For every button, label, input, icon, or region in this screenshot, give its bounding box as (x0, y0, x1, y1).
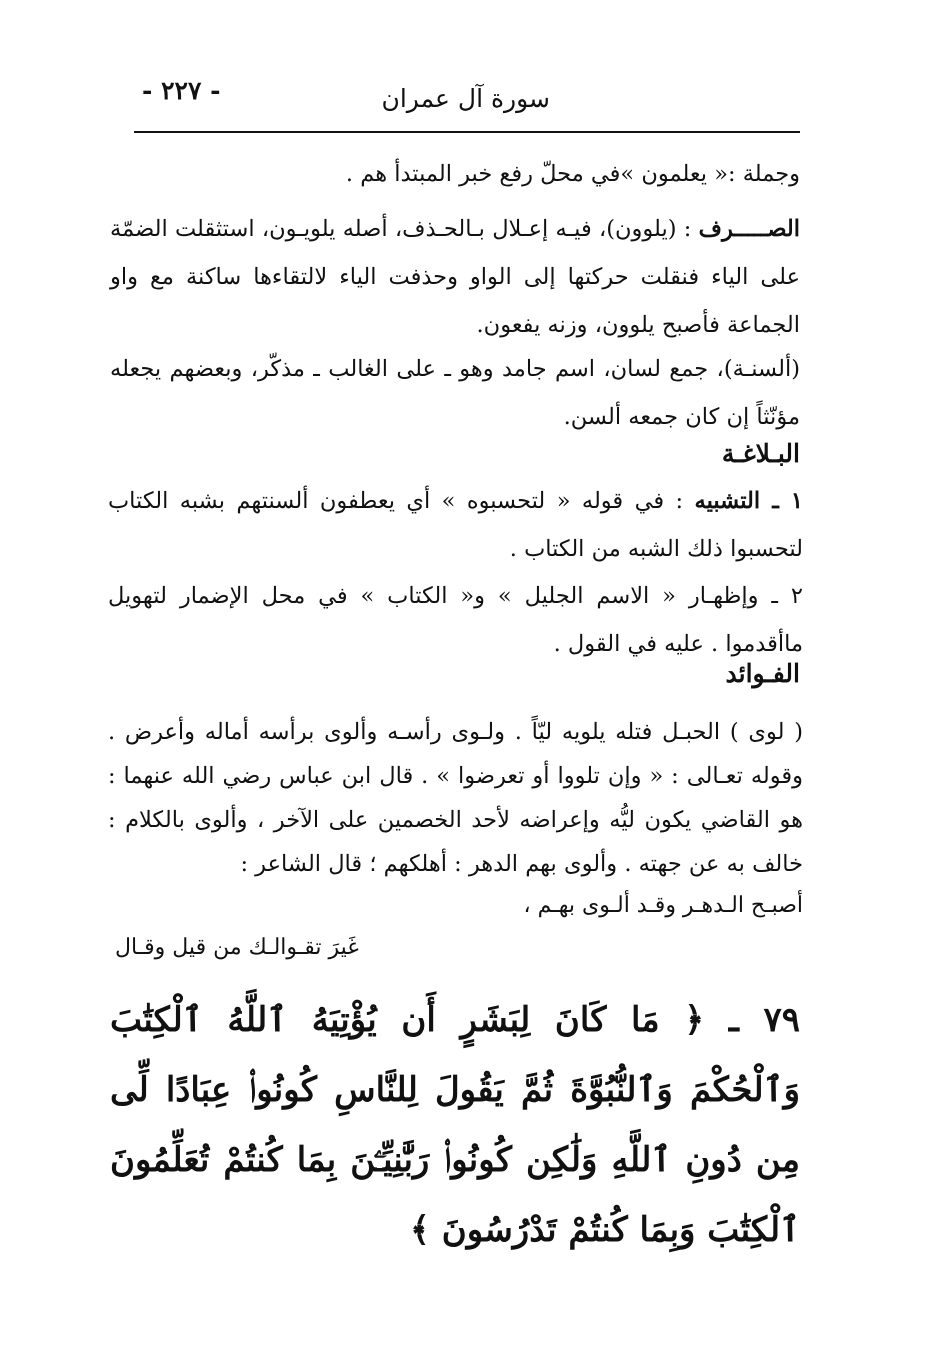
page-title: سورة آل عمران (381, 84, 550, 113)
poem-block (115, 928, 755, 968)
balagha-item-2-text: ٢ ـ وإظهـار « الاسم الجليل » و« الكتاب » في محل الإضمار لتهويل ماأقدموا . عليه في القول . (108, 583, 803, 657)
fawaid-heading: الفـوائد (725, 659, 800, 688)
sarf-label: الصـــــرف (698, 216, 800, 242)
alsina-section (110, 345, 800, 441)
alsina-paragraph: (ألسنـة)، جمع لسان، اسم جامد وهو ـ على الغالب ـ مذكّر، وبعضهم يجعله مؤنّثاً إن كان جمعه ألسن. (110, 356, 800, 430)
header-rule (134, 131, 800, 133)
sarf-text: : (يلوون)، فيـه إعـلال بـالحـذف، أصله يلويـون، استثقلت الضمّة على الياء فنقلت حركتها إلى الواو وحذفت الياء لالتقاءها ساكنة مع واو الجماعة فأصبح يلوون، وزنه يفعون. (110, 216, 800, 338)
balagha-section (110, 430, 800, 478)
page-header (130, 70, 800, 130)
sarf-paragraph (110, 205, 800, 349)
page-number: - ٢٢٧ - (142, 76, 221, 105)
sarf-section (110, 205, 800, 349)
balagha-item-1 (108, 477, 803, 573)
balagha-item-1-body: : في قوله « لتحسبوه » أي يعطفون ألسنتهم بشبه الكتاب لتحسبوا ذلك الشبه من الكتاب . (108, 488, 803, 562)
fawaid-paragraph: ( لوى ) الحبـل فتله يلويه ليّاً . ولـوى رأسـه وألوى برأسه أماله وأعرض . وقوله تعـالى : « وإن تلووا أو تعرضوا » . قال ابن عباس رضي الله عنهما : هو القاضي يكون ليُّه وإعراضه لأحد الخصمين على الآخر ، وألوى بالكلام : خالف به عن جهته . وألوى بهم الدهر : أهلكهم ؛ قال الشاعر : (108, 719, 803, 877)
fawaid-section (108, 710, 803, 926)
quran-verse: ٧٩ ـ ﴿ مَا كَانَ لِبَشَرٍ أَن يُؤْتِيَهُ ٱللَّهُ ٱلْكِتَٰبَ وَٱلْحُكْمَ وَٱلنُّبُوَّةَ ثُمَّ يَقُولَ لِلنَّاسِ كُونُوا۟ عِبَادًا لِّى مِن دُونِ ٱللَّهِ وَلَٰكِن كُونُوا۟ رَبَّٰنِيِّـۧنَ بِمَا كُنتُمْ تُعَلِّمُونَ ٱلْكِتَٰبَ وَبِمَا كُنتُمْ تَدْرُسُونَ ﴾ (110, 1000, 800, 1250)
balagha-item-1-text (108, 477, 803, 573)
balagha-item-1-label: ١ ـ التشبيه (694, 488, 803, 514)
poem-line-1: أصبـح الـدهـر وقـد ألـوى بهـم ، (523, 893, 803, 918)
poem-line-2: غَيرَ تقـوالـك من قيل وقـال (115, 935, 359, 960)
fawaid-heading-block (110, 650, 800, 698)
jumla-paragraph (110, 150, 800, 198)
jumla-text: وجملة :« يعلمون »في محلّ رفع خبر المبتدأ هم . (345, 161, 800, 187)
balagha-heading: البـلاغـة (721, 439, 800, 468)
